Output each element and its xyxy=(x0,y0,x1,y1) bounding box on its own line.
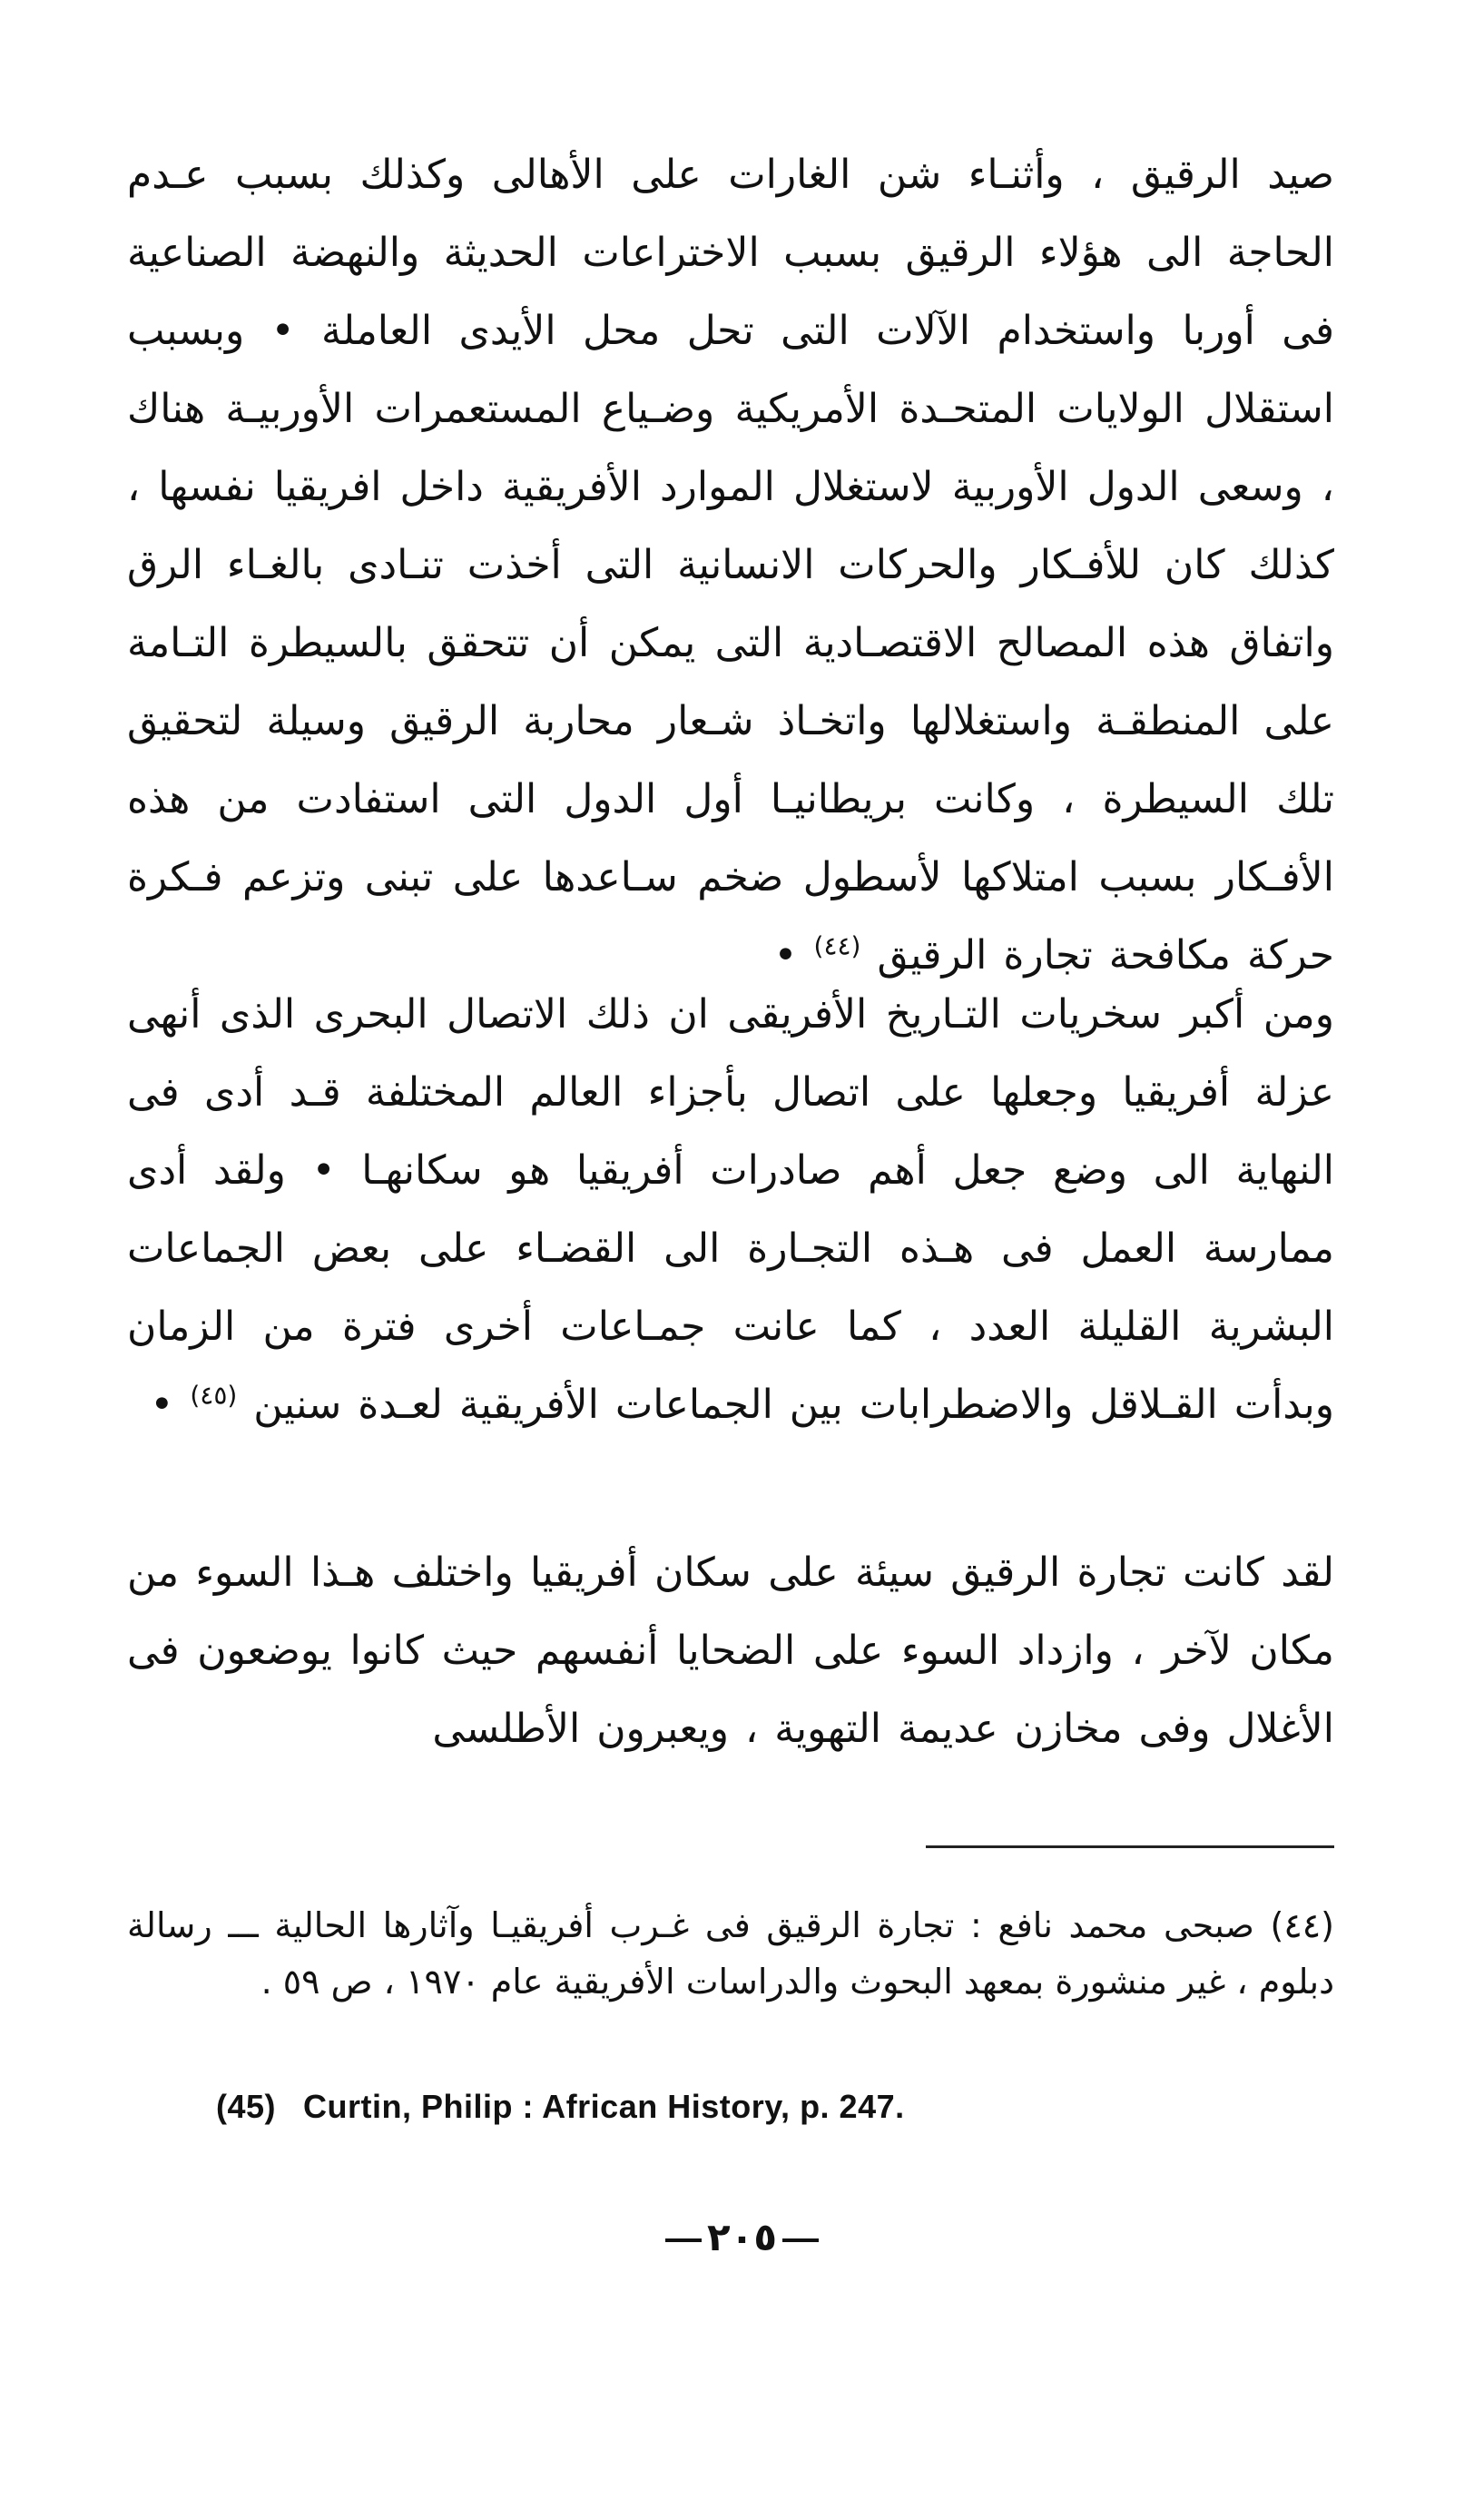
footnotes xyxy=(127,1897,1334,2010)
page-number-value: ٢٠٥ xyxy=(707,2215,777,2259)
footnote-ref-44: (٤٤) xyxy=(813,930,861,961)
page-number-dash-right xyxy=(782,2238,819,2242)
footnote-45-number: (45) xyxy=(216,2088,277,2125)
page-number-dash-left xyxy=(665,2238,702,2242)
footnote-45 xyxy=(216,2088,905,2126)
paragraph-1-end-mark: • xyxy=(773,932,798,979)
body-paragraph-1 xyxy=(127,136,1334,995)
paragraph-1-text: صيد الرقيق ، وأثنـاء شن الغارات على الأهالى وكذلك بسبب عـدم الحاجة الى هؤلاء الرقيق بسبب الاختراعات الحديثة والنهضة الصناعية فى أوربا واستخدام الآلات التى تحل محل الأيدى العاملة • وبسبب استقلال الولايات المتحـدة الأمريكية وضـياع المستعمرات الأوربيـة هناك ، وسعى الدول الأوربية لاستغلال الموارد الأفريقية داخل افريقيا نفسها ، كذلك كان للأفـكار والحركات الانسانية التى أخذت تنـادى بالغـاء الرق واتفاق هذه المصالح الاقتصـادية التى يمكن أن تتحقق بالسيطرة التـامة على المنطقـة واستغلالها واتخـاذ شـعار محاربة الرقيق وسيلة لتحقيق تلك السيطرة ، وكانت بريطانيـا أول الدول التى استفادت من هذه الأفـكار بسبب امتلاكها لأسطول ضخم سـاعدها على تبنى وتزعم فـكرة حركة مكافحة تجارة الرقيق xyxy=(127,152,1334,979)
footnote-45-text: Curtin, Philip : African History, p. 247. xyxy=(303,2088,905,2125)
body-paragraph-3 xyxy=(127,1534,1334,1768)
footnote-separator xyxy=(926,1845,1334,1848)
paragraph-3-text: لقد كانت تجارة الرقيق سيئة على سكان أفريقيا واختلف هـذا السوء من مكان لآخر ، وازداد السوء على الضحايا أنفسهم حيث كانوا يوضعون فى الأغلال وفى مخازن عديمة التهوية ، ويعبرون الأطلسى xyxy=(127,1550,1334,1752)
footnote-44: (٤٤) صبحى محمد نافع : تجارة الرقيق فى غـرب أفريقيـا وآثارها الحالية ـــ رسالة دبلوم ، غير منشورة بمعهد البحوث والدراسات الأفريقية عام ١٩٧٠ ، ص ٥٩ . xyxy=(127,1905,1334,2002)
page-number xyxy=(0,2215,1484,2259)
paragraph-2-text: ومن أكبر سخريات التـاريخ الأفريقى ان ذلك الاتصال البحرى الذى أنهى عزلة أفريقيا وجعلها على اتصال بأجزاء العالم المختلفة قـد أدى فى النهاية الى وضع جعل أهم صادرات أفريقيا هو سكانهـا • ولقد أدى ممارسة العمل فى هـذه التجـارة الى القضـاء على بعض الجماعات البشرية القليلة العدد ، كما عانت جمـاعات أخرى فترة من الزمان وبدأت القـلاقل والاضطرابات بين الجماعات الأفريقية لعـدة سنين xyxy=(127,991,1334,1428)
footnote-ref-45: (٤٥) xyxy=(190,1380,238,1411)
paragraph-2-end-mark: • xyxy=(150,1382,174,1428)
body-paragraph-2 xyxy=(127,976,1334,1444)
